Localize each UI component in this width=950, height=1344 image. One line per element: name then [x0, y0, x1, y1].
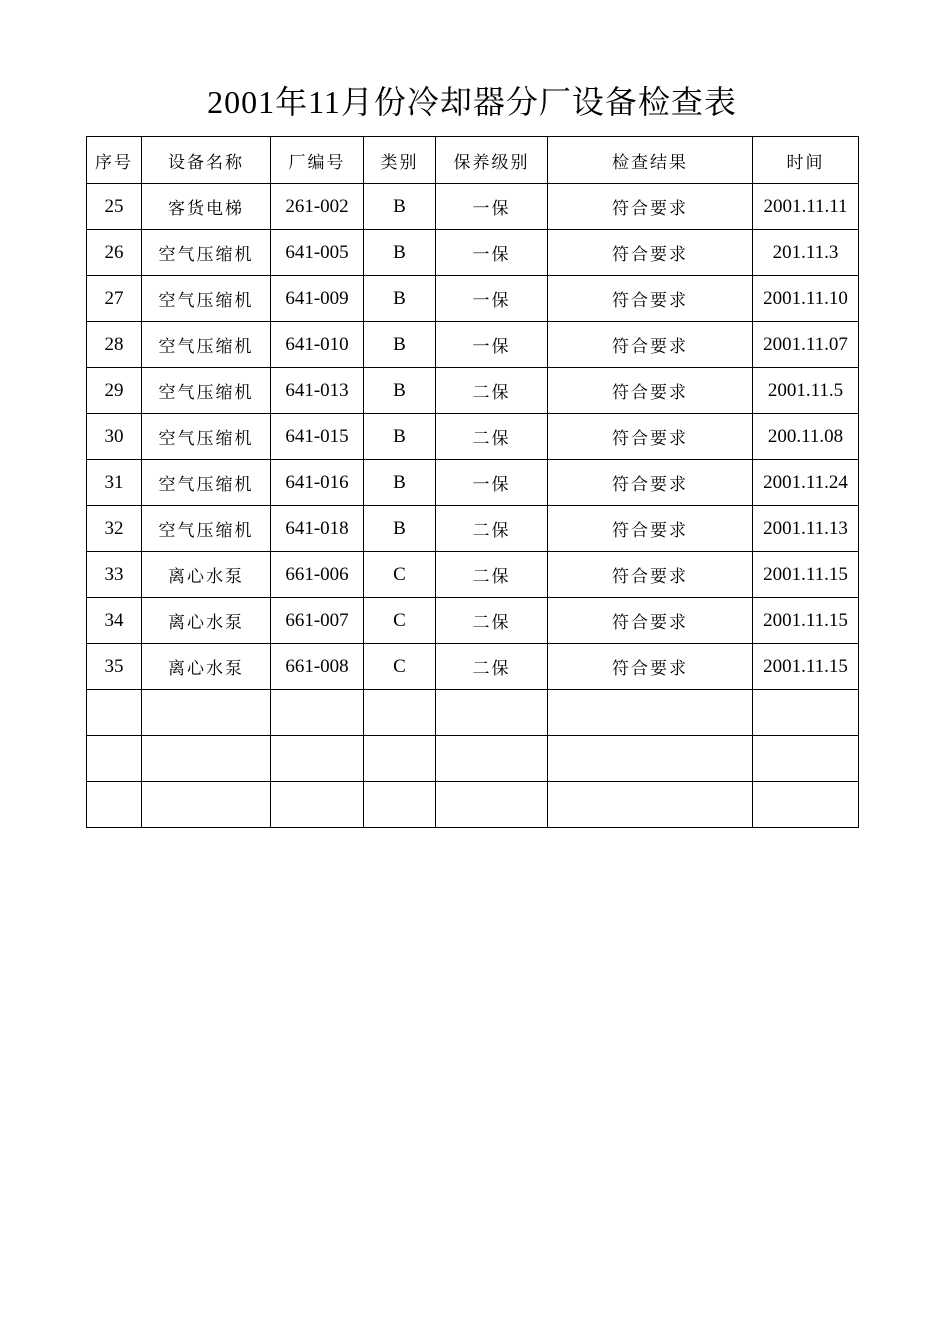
- cell-maintenance-level: 二保: [436, 552, 548, 598]
- cell-category: B: [364, 460, 436, 506]
- table-body: [87, 184, 859, 828]
- cell-date: 2001.11.5: [753, 368, 859, 414]
- table-row: [87, 276, 859, 322]
- cell-category: C: [364, 552, 436, 598]
- cell-seq: 34: [87, 598, 142, 644]
- cell-inspection-result: 符合要求: [548, 552, 753, 598]
- empty-table-row: [87, 736, 859, 782]
- empty-cell: [271, 690, 364, 736]
- cell-equipment-name: 空气压缩机: [142, 276, 271, 322]
- cell-seq: 28: [87, 322, 142, 368]
- cell-factory-code: 641-009: [271, 276, 364, 322]
- empty-cell: [364, 736, 436, 782]
- table-row: [87, 230, 859, 276]
- cell-equipment-name: 空气压缩机: [142, 230, 271, 276]
- cell-date: 2001.11.15: [753, 644, 859, 690]
- table-row: [87, 184, 859, 230]
- cell-factory-code: 641-015: [271, 414, 364, 460]
- cell-category: B: [364, 414, 436, 460]
- cell-date: 2001.11.07: [753, 322, 859, 368]
- cell-equipment-name: 离心水泵: [142, 552, 271, 598]
- empty-cell: [548, 690, 753, 736]
- cell-equipment-name: 离心水泵: [142, 598, 271, 644]
- table-row: [87, 414, 859, 460]
- cell-inspection-result: 符合要求: [548, 414, 753, 460]
- cell-category: B: [364, 322, 436, 368]
- empty-cell: [142, 782, 271, 828]
- cell-seq: 33: [87, 552, 142, 598]
- cell-seq: 30: [87, 414, 142, 460]
- table-row: [87, 598, 859, 644]
- table-row: [87, 506, 859, 552]
- empty-cell: [753, 690, 859, 736]
- empty-cell: [753, 736, 859, 782]
- cell-seq: 26: [87, 230, 142, 276]
- cell-maintenance-level: 二保: [436, 506, 548, 552]
- empty-table-row: [87, 690, 859, 736]
- cell-category: B: [364, 506, 436, 552]
- cell-date: 2001.11.10: [753, 276, 859, 322]
- cell-date: 2001.11.15: [753, 598, 859, 644]
- cell-date: 2001.11.15: [753, 552, 859, 598]
- cell-inspection-result: 符合要求: [548, 506, 753, 552]
- cell-equipment-name: 空气压缩机: [142, 414, 271, 460]
- page-title: 2001年11月份冷却器分厂设备检查表: [207, 84, 737, 120]
- empty-cell: [142, 736, 271, 782]
- cell-category: B: [364, 184, 436, 230]
- empty-cell: [142, 690, 271, 736]
- cell-maintenance-level: 二保: [436, 414, 548, 460]
- equipment-inspection-table: [86, 136, 859, 828]
- cell-equipment-name: 客货电梯: [142, 184, 271, 230]
- cell-maintenance-level: 一保: [436, 276, 548, 322]
- empty-cell: [87, 736, 142, 782]
- cell-date: 2001.11.24: [753, 460, 859, 506]
- cell-date: 200.11.08: [753, 414, 859, 460]
- empty-table-row: [87, 782, 859, 828]
- cell-inspection-result: 符合要求: [548, 368, 753, 414]
- cell-factory-code: 261-002: [271, 184, 364, 230]
- table-row: [87, 644, 859, 690]
- cell-inspection-result: 符合要求: [548, 644, 753, 690]
- cell-category: C: [364, 644, 436, 690]
- cell-inspection-result: 符合要求: [548, 276, 753, 322]
- cell-seq: 27: [87, 276, 142, 322]
- cell-factory-code: 661-008: [271, 644, 364, 690]
- cell-maintenance-level: 二保: [436, 598, 548, 644]
- empty-cell: [364, 782, 436, 828]
- cell-maintenance-level: 一保: [436, 460, 548, 506]
- header-factory-code: 厂编号: [271, 137, 364, 184]
- cell-maintenance-level: 一保: [436, 184, 548, 230]
- cell-factory-code: 641-013: [271, 368, 364, 414]
- cell-category: B: [364, 368, 436, 414]
- header-category: 类别: [364, 137, 436, 184]
- cell-maintenance-level: 一保: [436, 322, 548, 368]
- cell-seq: 32: [87, 506, 142, 552]
- header-inspection-result: 检查结果: [548, 137, 753, 184]
- empty-cell: [271, 736, 364, 782]
- cell-category: C: [364, 598, 436, 644]
- table-row: [87, 368, 859, 414]
- empty-cell: [87, 782, 142, 828]
- cell-factory-code: 641-016: [271, 460, 364, 506]
- cell-equipment-name: 空气压缩机: [142, 506, 271, 552]
- cell-seq: 35: [87, 644, 142, 690]
- cell-date: 201.11.3: [753, 230, 859, 276]
- cell-maintenance-level: 二保: [436, 644, 548, 690]
- cell-category: B: [364, 276, 436, 322]
- empty-cell: [548, 736, 753, 782]
- cell-equipment-name: 空气压缩机: [142, 322, 271, 368]
- table-header-row: [87, 137, 859, 184]
- cell-seq: 31: [87, 460, 142, 506]
- table-row: [87, 322, 859, 368]
- header-date: 时间: [753, 137, 859, 184]
- cell-maintenance-level: 一保: [436, 230, 548, 276]
- cell-date: 2001.11.13: [753, 506, 859, 552]
- header-seq: 序号: [87, 137, 142, 184]
- empty-cell: [436, 690, 548, 736]
- cell-inspection-result: 符合要求: [548, 184, 753, 230]
- empty-cell: [271, 782, 364, 828]
- cell-inspection-result: 符合要求: [548, 598, 753, 644]
- cell-factory-code: 641-018: [271, 506, 364, 552]
- cell-equipment-name: 空气压缩机: [142, 368, 271, 414]
- header-maintenance-level: 保养级别: [436, 137, 548, 184]
- empty-cell: [436, 736, 548, 782]
- header-equipment-name: 设备名称: [142, 137, 271, 184]
- cell-factory-code: 641-010: [271, 322, 364, 368]
- empty-cell: [548, 782, 753, 828]
- empty-cell: [753, 782, 859, 828]
- cell-seq: 29: [87, 368, 142, 414]
- table-row: [87, 460, 859, 506]
- cell-maintenance-level: 二保: [436, 368, 548, 414]
- cell-inspection-result: 符合要求: [548, 230, 753, 276]
- cell-factory-code: 661-007: [271, 598, 364, 644]
- cell-seq: 25: [87, 184, 142, 230]
- cell-equipment-name: 离心水泵: [142, 644, 271, 690]
- empty-cell: [436, 782, 548, 828]
- table-row: [87, 552, 859, 598]
- cell-factory-code: 641-005: [271, 230, 364, 276]
- cell-date: 2001.11.11: [753, 184, 859, 230]
- empty-cell: [87, 690, 142, 736]
- cell-equipment-name: 空气压缩机: [142, 460, 271, 506]
- cell-category: B: [364, 230, 436, 276]
- cell-inspection-result: 符合要求: [548, 322, 753, 368]
- cell-factory-code: 661-006: [271, 552, 364, 598]
- cell-inspection-result: 符合要求: [548, 460, 753, 506]
- empty-cell: [364, 690, 436, 736]
